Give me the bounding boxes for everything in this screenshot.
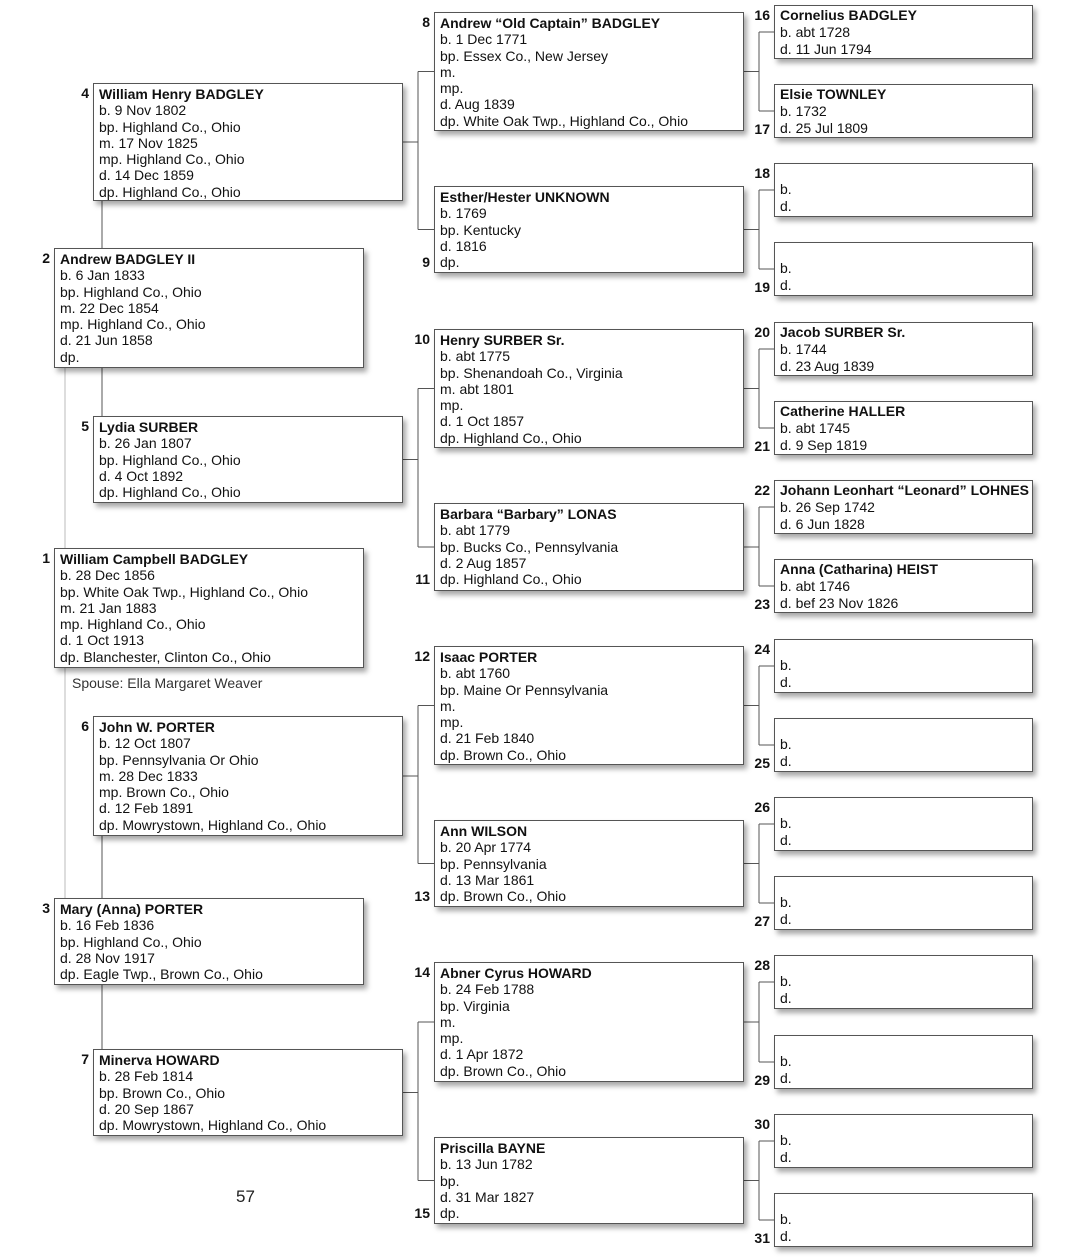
person-box-20[interactable] [774, 322, 1033, 376]
person-name [780, 720, 1027, 736]
person-detail: d. 13 Mar 1861 [440, 871, 535, 888]
person-name: Barbara “Barbary” LONAS [440, 506, 617, 522]
person-detail: b. [780, 181, 792, 197]
person-detail: bp. Pennsylvania Or Ohio [99, 751, 259, 768]
person-box-15[interactable] [434, 1137, 744, 1224]
ahnentafel-number: 11 [415, 571, 430, 588]
person-box-14[interactable] [434, 962, 744, 1082]
person-detail: b. [780, 657, 792, 673]
person-detail: mp. Brown Co., Ohio [99, 784, 229, 801]
person-box-6[interactable] [93, 716, 403, 836]
person-name: William Henry BADGLEY [99, 86, 264, 102]
person-detail: d. [780, 277, 792, 293]
person-name [780, 165, 1027, 181]
ahnentafel-number: 14 [414, 964, 430, 980]
person-box-8[interactable] [434, 12, 744, 131]
ahnentafel-number: 8 [422, 14, 430, 30]
person-detail: b. 13 Jun 1782 [440, 1156, 533, 1173]
person-detail: bp. Brown Co., Ohio [99, 1084, 226, 1101]
ahnentafel-number: 26 [754, 799, 770, 815]
person-detail: b. [780, 1053, 792, 1069]
person-detail: b. [780, 260, 792, 276]
person-box-30[interactable] [774, 1114, 1033, 1168]
ahnentafel-number: 22 [754, 482, 770, 498]
person-detail: bp. Highland Co., Ohio [99, 118, 241, 135]
person-detail: m. [440, 63, 456, 80]
person-box-25[interactable] [774, 718, 1033, 772]
ahnentafel-number: 2 [42, 250, 50, 266]
ahnentafel-number: 17 [754, 121, 770, 137]
person-detail: b. 28 Dec 1856 [60, 567, 155, 584]
person-detail: d. [780, 674, 792, 690]
person-detail: dp. Highland Co., Ohio [440, 571, 582, 588]
person-detail: bp. Virginia [440, 997, 510, 1014]
person-detail: dp. [60, 348, 80, 365]
person-detail: d. 2 Aug 1857 [440, 554, 527, 571]
person-detail: d. [780, 1149, 792, 1165]
person-detail: m. abt 1801 [440, 380, 514, 397]
person-detail: d. [780, 198, 792, 214]
person-name [780, 641, 1027, 657]
person-box-24[interactable] [774, 639, 1033, 693]
person-detail: dp. Brown Co., Ohio [440, 746, 567, 763]
person-name: Catherine HALLER [780, 403, 906, 419]
person-detail: mp. Highland Co., Ohio [60, 316, 206, 333]
person-box-3[interactable] [54, 898, 364, 985]
ahnentafel-number: 3 [42, 900, 50, 916]
person-detail: m. [440, 1013, 456, 1030]
person-detail: b. [780, 736, 792, 752]
ahnentafel-number: 15 [414, 1205, 430, 1222]
person-detail: dp. Brown Co., Ohio [440, 888, 567, 905]
person-detail: d. [780, 990, 792, 1006]
person-detail: dp. Brown Co., Ohio [440, 1062, 567, 1079]
person-detail: b. 20 Apr 1774 [440, 839, 532, 856]
person-name: Ann WILSON [440, 823, 528, 839]
person-box-1[interactable] [54, 548, 364, 668]
ahnentafel-number: 5 [81, 418, 89, 434]
person-box-27[interactable] [774, 876, 1033, 930]
person-detail: bp. Bucks Co., Pennsylvania [440, 538, 619, 555]
person-detail: b. 1732 [780, 103, 827, 119]
person-detail: m. 17 Nov 1825 [99, 134, 198, 151]
person-detail: bp. Pennsylvania [440, 855, 547, 872]
person-name: Cornelius BADGLEY [780, 7, 917, 23]
page-number: 57 [236, 1187, 255, 1206]
person-name [780, 244, 1027, 260]
person-detail: b. 9 Nov 1802 [99, 102, 187, 119]
ahnentafel-number: 16 [754, 7, 770, 23]
person-detail: dp. Mowrystown, Highland Co., Ohio [99, 1117, 327, 1134]
person-detail: b. abt 1775 [440, 348, 511, 365]
person-detail: bp. Highland Co., Ohio [60, 283, 202, 300]
person-detail: d. 12 Feb 1891 [99, 800, 194, 817]
person-detail: b. 16 Feb 1836 [60, 917, 155, 934]
person-name: Andrew “Old Captain” BADGLEY [440, 15, 661, 31]
spouse-label: Spouse: Ella Margaret Weaver [72, 675, 263, 691]
person-detail: d. 1 Apr 1872 [440, 1046, 524, 1063]
person-detail: d. 1 Oct 1857 [440, 413, 525, 430]
person-detail: m. [440, 697, 456, 714]
person-detail: d. 11 Jun 1794 [780, 41, 872, 57]
person-detail: bp. Shenandoah Co., Virginia [440, 364, 623, 381]
person-box-19[interactable] [774, 242, 1033, 296]
person-name [780, 799, 1027, 815]
person-detail: b. 6 Jan 1833 [60, 267, 145, 284]
person-detail: dp. Mowrystown, Highland Co., Ohio [99, 816, 327, 833]
person-detail: mp. [440, 714, 464, 731]
person-detail: d. [780, 1228, 792, 1244]
ahnentafel-number: 18 [754, 165, 770, 181]
person-detail: b. 1744 [780, 341, 827, 357]
person-box-18[interactable] [774, 163, 1033, 217]
person-detail: b. abt 1746 [780, 578, 851, 594]
person-detail: d. 31 Mar 1827 [440, 1188, 535, 1205]
person-box-26[interactable] [774, 797, 1033, 851]
person-detail: bp. White Oak Twp., Highland Co., Ohio [60, 583, 308, 600]
person-detail: b. 24 Feb 1788 [440, 981, 535, 998]
person-detail: dp. White Oak Twp., Highland Co., Ohio [440, 112, 688, 129]
ahnentafel-number: 21 [754, 438, 770, 454]
person-detail: mp. Highland Co., Ohio [60, 616, 206, 633]
person-box-2[interactable] [54, 248, 364, 368]
person-detail: bp. Highland Co., Ohio [60, 933, 202, 950]
person-detail: m. 22 Dec 1854 [60, 299, 159, 316]
person-box-4[interactable] [93, 83, 403, 201]
person-box-17[interactable] [774, 84, 1033, 138]
ahnentafel-number: 27 [754, 913, 770, 929]
person-detail: dp. Highland Co., Ohio [99, 484, 241, 501]
person-box-12[interactable] [434, 646, 744, 765]
person-detail: mp. Highland Co., Ohio [99, 151, 245, 168]
ahnentafel-number: 24 [754, 641, 770, 657]
person-detail: bp. Highland Co., Ohio [99, 451, 241, 468]
person-detail: d. 21 Feb 1840 [440, 730, 535, 747]
ahnentafel-number: 6 [81, 718, 89, 734]
person-box-22[interactable] [774, 480, 1033, 534]
person-detail: d. 9 Sep 1819 [780, 437, 868, 453]
person-name: Henry SURBER Sr. [440, 332, 565, 348]
person-box-9[interactable] [434, 186, 744, 273]
ahnentafel-number: 10 [414, 331, 430, 347]
person-name: Mary (Anna) PORTER [60, 901, 204, 917]
person-box-21[interactable] [774, 401, 1033, 455]
person-detail: b. abt 1760 [440, 665, 511, 682]
person-detail: b. [780, 973, 792, 989]
person-detail: dp. [440, 1205, 460, 1222]
person-detail: d. 20 Sep 1867 [99, 1100, 194, 1117]
person-detail: d. 14 Dec 1859 [99, 167, 194, 184]
person-detail: b. [780, 815, 792, 831]
person-detail: b. 12 Oct 1807 [99, 735, 191, 752]
ahnentafel-number: 25 [754, 755, 770, 771]
person-name: Anna (Catharina) HEIST [780, 561, 938, 577]
person-detail: d. 1 Oct 1913 [60, 632, 145, 649]
ahnentafel-number: 29 [754, 1072, 770, 1088]
ahnentafel-number: 19 [754, 279, 770, 295]
ahnentafel-number: 30 [754, 1116, 770, 1132]
person-detail: m. 28 Dec 1833 [99, 767, 198, 784]
person-detail: d. 6 Jun 1828 [780, 516, 865, 532]
person-detail: mp. [440, 397, 464, 414]
person-name: Esther/Hester UNKNOWN [440, 189, 610, 205]
person-detail: d. 4 Oct 1892 [99, 467, 184, 484]
person-detail: b. 28 Feb 1814 [99, 1068, 194, 1085]
person-detail: d. 25 Jul 1809 [780, 120, 868, 136]
person-detail: b. abt 1779 [440, 522, 511, 539]
person-detail: dp. Eagle Twp., Brown Co., Ohio [60, 966, 263, 983]
ahnentafel-number: 23 [754, 596, 770, 612]
person-detail: m. 21 Jan 1883 [60, 599, 157, 616]
person-detail: d. [780, 1070, 792, 1086]
person-box-16[interactable] [774, 5, 1033, 59]
person-detail: bp. [440, 1172, 460, 1189]
person-detail: mp. [440, 80, 464, 97]
person-name: Abner Cyrus HOWARD [440, 965, 592, 981]
person-detail: dp. Highland Co., Ohio [440, 429, 582, 446]
person-detail: d. Aug 1839 [440, 96, 515, 113]
person-detail: dp. [440, 254, 460, 271]
person-name: Lydia SURBER [99, 419, 199, 435]
person-box-11[interactable] [434, 503, 744, 591]
person-detail: b. [780, 894, 792, 910]
ahnentafel-number: 31 [754, 1230, 770, 1246]
ahnentafel-number: 7 [81, 1051, 89, 1067]
person-box-29[interactable] [774, 1035, 1033, 1089]
person-box-10[interactable] [434, 329, 744, 448]
person-name [780, 957, 1027, 973]
person-name: Jacob SURBER Sr. [780, 324, 906, 340]
person-detail: d. [780, 832, 792, 848]
person-box-7[interactable] [93, 1049, 403, 1136]
person-detail: b. 26 Sep 1742 [780, 499, 875, 515]
person-detail: b. 1769 [440, 205, 487, 222]
ahnentafel-number: 28 [754, 957, 770, 973]
person-detail: d. [780, 911, 792, 927]
person-detail: d. 21 Jun 1858 [60, 332, 153, 349]
person-detail: b. [780, 1132, 792, 1148]
person-detail: d. bef 23 Nov 1826 [780, 595, 899, 611]
person-name: Minerva HOWARD [99, 1052, 220, 1068]
person-detail: mp. [440, 1030, 464, 1047]
person-name [780, 1195, 1027, 1211]
person-name [780, 878, 1027, 894]
ahnentafel-number: 9 [422, 254, 430, 271]
person-detail: b. 1 Dec 1771 [440, 31, 528, 48]
person-box-28[interactable] [774, 955, 1033, 1009]
person-box-31[interactable] [774, 1193, 1033, 1247]
person-detail: bp. Essex Co., New Jersey [440, 47, 609, 64]
person-detail: b. abt 1745 [780, 420, 851, 436]
person-detail: bp. Kentucky [440, 221, 521, 238]
person-detail: b. [780, 1211, 792, 1227]
ahnentafel-number: 13 [414, 888, 430, 905]
person-detail: d. 1816 [440, 237, 487, 254]
person-detail: dp. Highland Co., Ohio [99, 183, 241, 200]
person-name: Elsie TOWNLEY [780, 86, 887, 102]
person-detail: d. 23 Aug 1839 [780, 358, 875, 374]
person-detail: d. [780, 753, 792, 769]
person-detail: b. abt 1728 [780, 24, 851, 40]
person-name [780, 1037, 1027, 1053]
person-detail: b. 26 Jan 1807 [99, 435, 192, 452]
person-name [780, 1116, 1027, 1132]
person-detail: dp. Blanchester, Clinton Co., Ohio [60, 648, 271, 665]
ahnentafel-number: 1 [42, 550, 50, 566]
person-name: John W. PORTER [99, 719, 215, 735]
person-box-13[interactable] [434, 820, 744, 907]
person-box-5[interactable] [93, 416, 403, 503]
person-detail: bp. Maine Or Pennsylvania [440, 681, 609, 698]
person-name: Johann Leonhart “Leonard” LOHNES [780, 482, 1029, 498]
person-name: William Campbell BADGLEY [60, 551, 249, 567]
person-detail: d. 28 Nov 1917 [60, 949, 155, 966]
person-box-23[interactable] [774, 559, 1033, 613]
ahnentafel-number: 12 [414, 648, 430, 664]
person-name: Isaac PORTER [440, 649, 538, 665]
ahnentafel-number: 20 [754, 324, 770, 340]
ahnentafel-number: 4 [81, 85, 89, 101]
person-name: Priscilla BAYNE [440, 1140, 546, 1156]
person-name: Andrew BADGLEY II [60, 251, 196, 267]
